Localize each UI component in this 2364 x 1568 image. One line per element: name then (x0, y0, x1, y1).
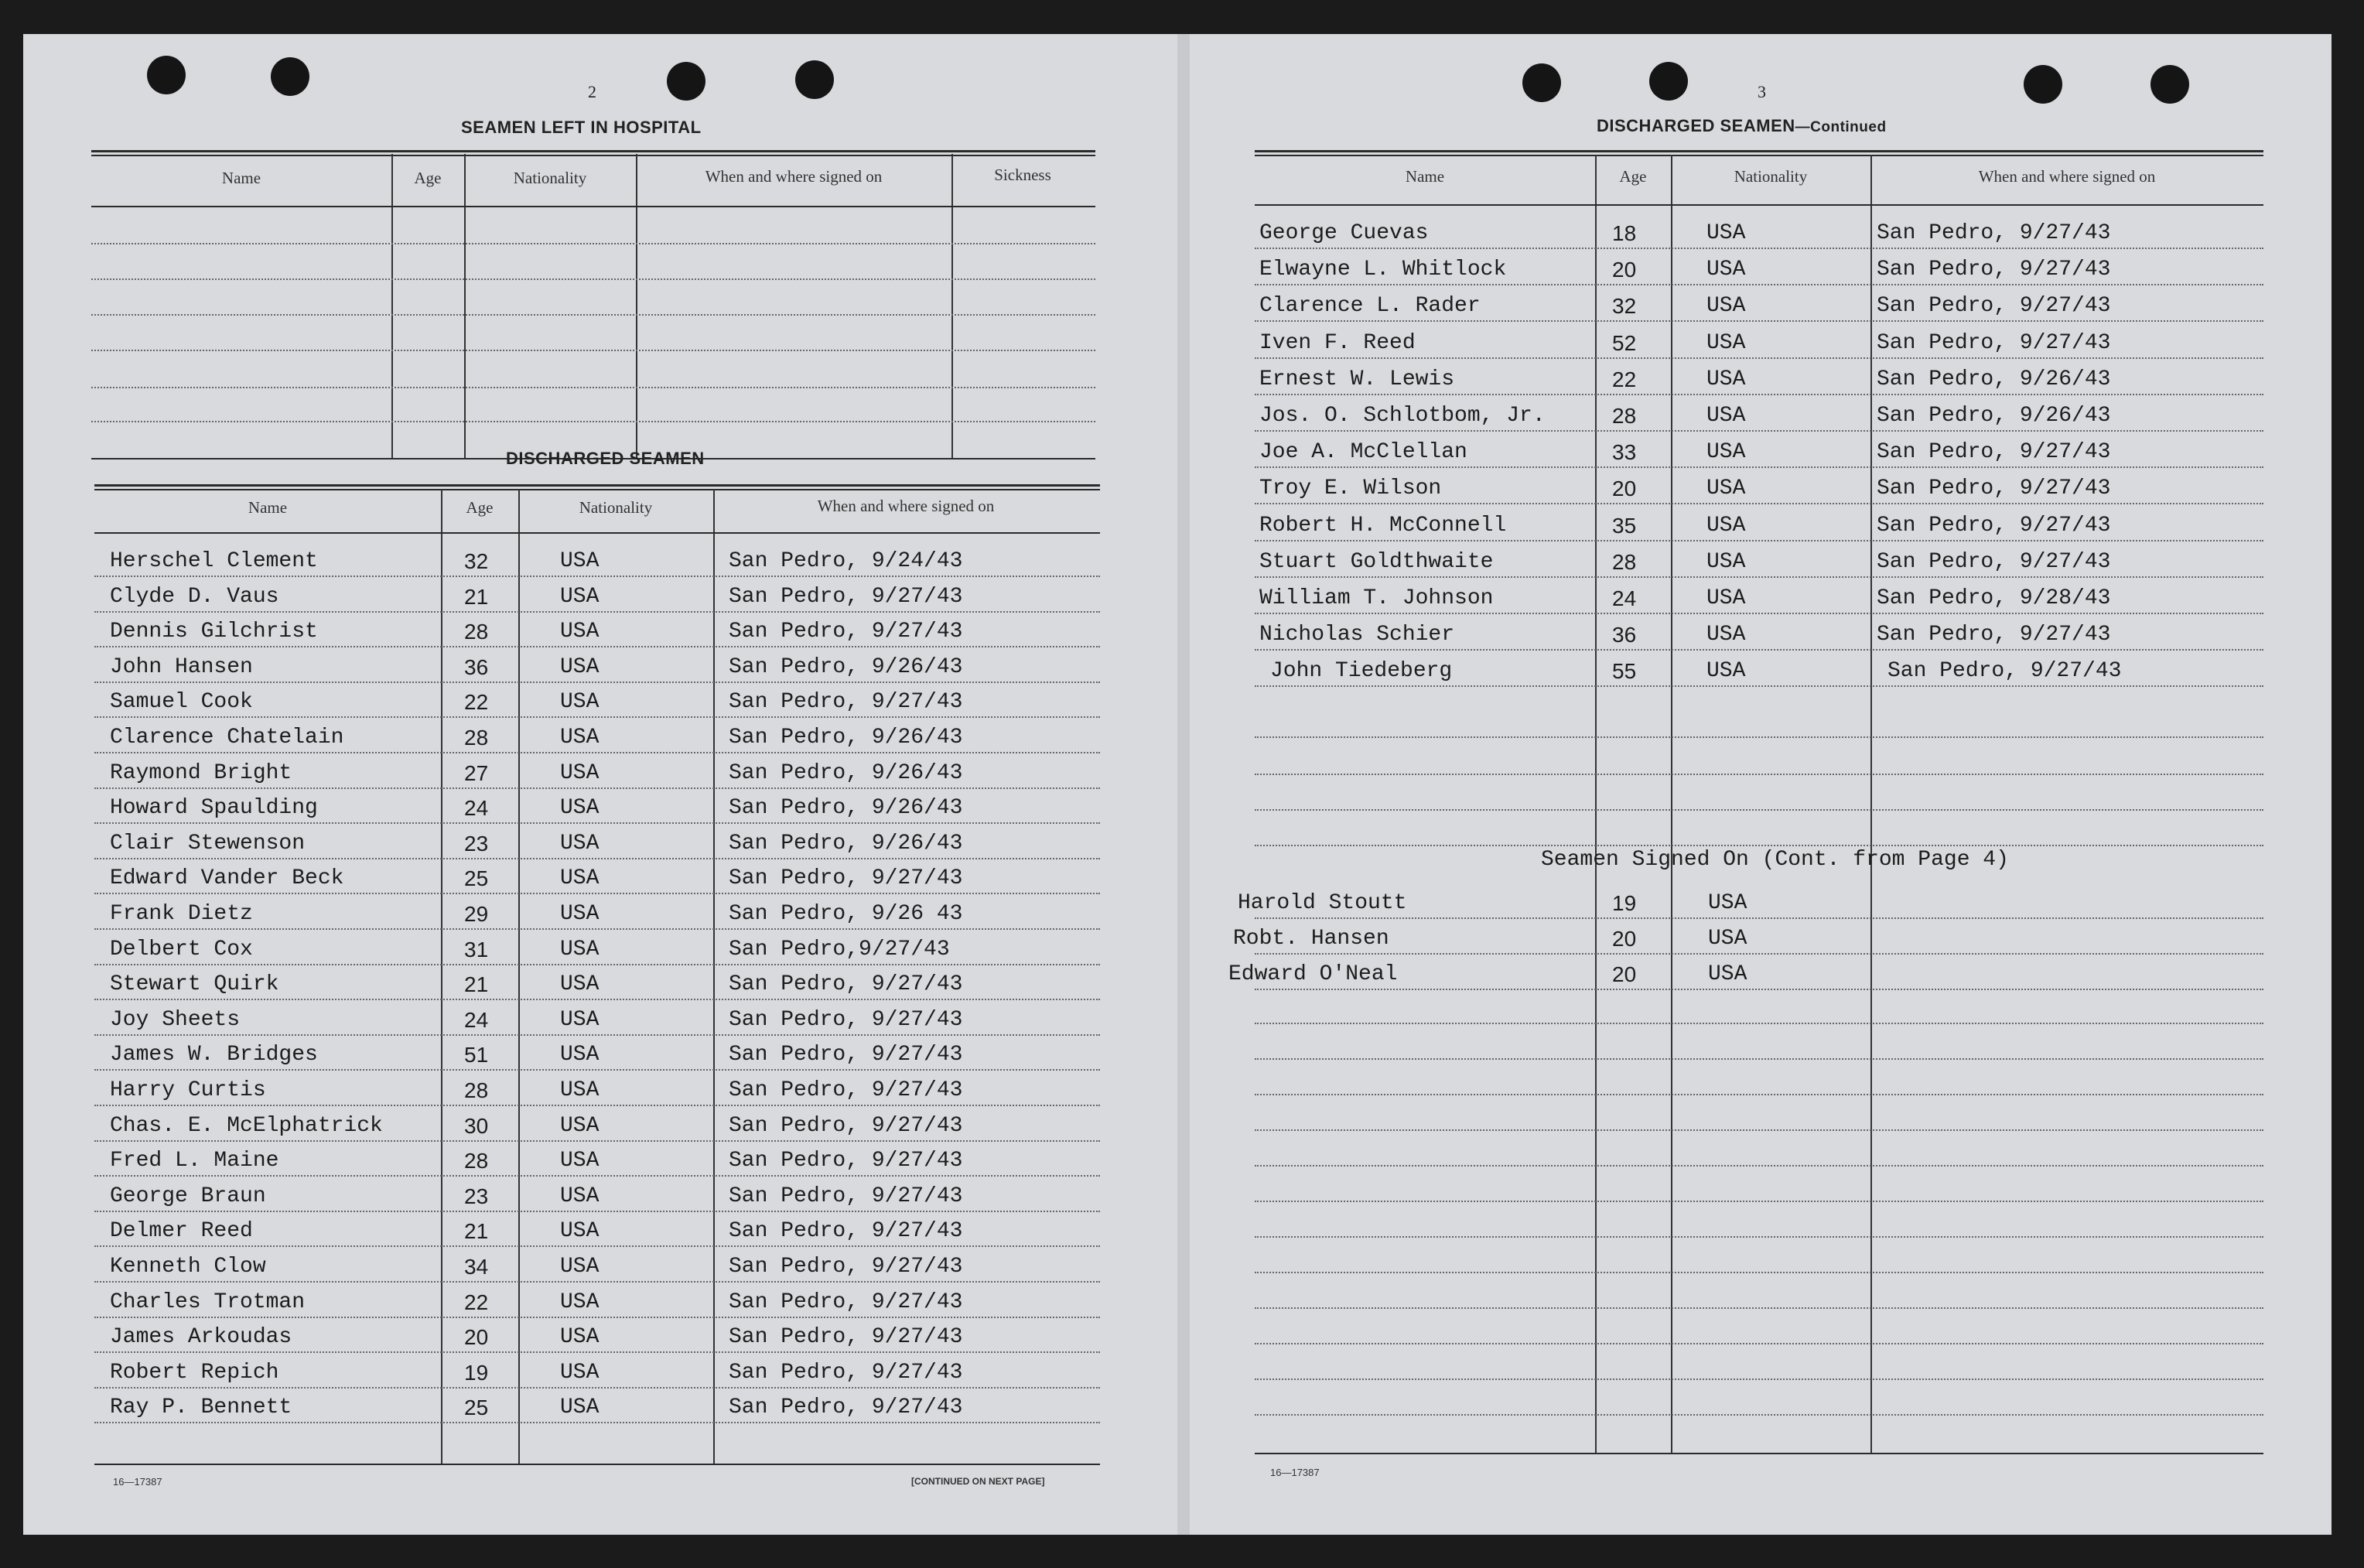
row-line (1255, 1414, 2263, 1416)
seaman-nationality: USA (560, 1043, 600, 1067)
seaman-nationality: USA (560, 655, 600, 679)
seaman-nationality: USA (1706, 294, 1746, 318)
seaman-name: Troy E. Wilson (1259, 477, 1442, 500)
seaman-nationality: USA (560, 1114, 600, 1138)
seaman-nationality: USA (1706, 367, 1746, 391)
seaman-age: 19 (464, 1361, 489, 1385)
column-header-signed-on: When and where signed on (705, 167, 883, 186)
row-line (94, 1422, 1100, 1423)
seaman-nationality: USA (560, 585, 600, 609)
seaman-nationality: USA (560, 902, 600, 926)
seaman-name: Dennis Gilchrist (110, 620, 318, 644)
row-line (94, 928, 1100, 930)
seaman-signed-on: San Pedro, 9/27/43 (729, 1149, 963, 1173)
seaman-signed-on: San Pedro, 9/26/43 (729, 655, 963, 679)
seaman-age: 23 (464, 832, 489, 856)
signed-on-age: 19 (1612, 891, 1637, 915)
seaman-signed-on: San Pedro, 9/24/43 (729, 549, 963, 573)
seaman-name: Ernest W. Lewis (1259, 367, 1455, 391)
column-header-nationality: Nationality (1734, 167, 1808, 186)
seaman-nationality: USA (1706, 550, 1746, 574)
seaman-signed-on: San Pedro, 9/27/43 (1877, 550, 2111, 574)
row-line (1255, 809, 2263, 811)
row-line (1255, 1343, 2263, 1344)
seaman-nationality: USA (560, 1255, 600, 1279)
row-line (1255, 1023, 2263, 1024)
row-line (1255, 1094, 2263, 1095)
column-header-sickness: Sickness (994, 166, 1051, 184)
seaman-signed-on: San Pedro, 9/26/43 (729, 761, 963, 785)
row-line (1255, 394, 2263, 395)
row-line (1255, 430, 2263, 432)
column-header-age: Age (414, 169, 442, 187)
seaman-nationality: USA (560, 1290, 600, 1314)
seaman-age: 20 (1612, 477, 1637, 500)
seaman-name: George Cuevas (1259, 221, 1429, 245)
seaman-age: 36 (1612, 623, 1637, 647)
left-page (23, 34, 1177, 1535)
seaman-name: Robert H. McConnell (1259, 514, 1507, 538)
row-line (1255, 989, 2263, 990)
row-line (94, 1281, 1100, 1283)
row-line (94, 1069, 1100, 1071)
row-line (1255, 1378, 2263, 1380)
seaman-nationality: USA (560, 620, 600, 644)
seaman-signed-on: San Pedro, 9/27/43 (729, 1008, 963, 1032)
seaman-age: 22 (1612, 367, 1637, 391)
seaman-signed-on: San Pedro, 9/27/43 (1877, 331, 2111, 355)
seaman-age: 28 (1612, 404, 1637, 428)
seaman-name: Elwayne L. Whitlock (1259, 258, 1507, 282)
seaman-name: Raymond Bright (110, 761, 292, 785)
row-line (1255, 649, 2263, 651)
seaman-nationality: USA (560, 690, 600, 714)
row-line (1255, 613, 2263, 614)
row-line (94, 1140, 1100, 1142)
signed-on-age: 20 (1612, 927, 1637, 951)
row-line (1255, 845, 2263, 846)
seaman-signed-on: San Pedro, 9/27/43 (729, 1290, 963, 1314)
signed-on-age: 20 (1612, 962, 1637, 986)
seaman-age: 21 (464, 972, 489, 996)
punch-hole (2024, 65, 2062, 104)
column-header-signed-on: When and where signed on (1978, 167, 2156, 186)
seaman-nationality: USA (560, 1325, 600, 1349)
punch-hole (1649, 62, 1688, 101)
seaman-nationality: USA (560, 761, 600, 785)
row-line (94, 1175, 1100, 1177)
row-line (1255, 736, 2263, 738)
signed-on-name: Harold Stoutt (1238, 891, 1407, 915)
seaman-name: Clyde D. Vaus (110, 585, 279, 609)
punch-hole (1522, 63, 1561, 102)
row-line (1255, 1129, 2263, 1131)
seaman-nationality: USA (560, 1149, 600, 1173)
seaman-nationality: USA (560, 796, 600, 820)
seaman-age: 34 (464, 1255, 489, 1279)
seaman-name: Joe A. McClellan (1259, 440, 1467, 464)
seaman-age: 27 (464, 761, 489, 785)
seaman-age: 55 (1612, 659, 1637, 683)
seaman-name: John Tiedeberg (1270, 659, 1453, 683)
row-line (94, 787, 1100, 789)
signed-on-heading: Seamen Signed On (Cont. from Page 4) (1541, 848, 2009, 872)
seaman-name: William T. Johnson (1259, 586, 1494, 610)
seaman-signed-on: San Pedro, 9/26/43 (729, 832, 963, 856)
seaman-signed-on: San Pedro, 9/27/43 (729, 1255, 963, 1279)
row-line (94, 999, 1100, 1000)
signed-on-nationality: USA (1708, 962, 1747, 986)
seaman-signed-on: San Pedro, 9/27/43 (729, 1219, 963, 1243)
seaman-nationality: USA (1706, 659, 1746, 683)
row-line (1255, 1165, 2263, 1167)
row-line (94, 858, 1100, 859)
row-line (1255, 357, 2263, 359)
row-line (94, 964, 1100, 965)
seaman-name: Robert Repich (110, 1361, 279, 1385)
seaman-age: 29 (464, 902, 489, 926)
seaman-nationality: USA (1706, 514, 1746, 538)
seaman-nationality: USA (560, 866, 600, 890)
seaman-age: 28 (464, 1078, 489, 1102)
column-header-nationality: Nationality (579, 498, 653, 517)
seaman-age: 24 (464, 1008, 489, 1032)
seaman-signed-on: San Pedro, 9/27/43 (729, 972, 963, 996)
seaman-signed-on: San Pedro, 9/27/43 (729, 1114, 963, 1138)
seaman-age: 31 (464, 938, 489, 962)
row-line (94, 1387, 1100, 1389)
seaman-name: Howard Spaulding (110, 796, 318, 820)
form-number: 16—17387 (113, 1476, 162, 1488)
row-line (1255, 953, 2263, 955)
seaman-age: 22 (464, 1290, 489, 1314)
seaman-name: Delmer Reed (110, 1219, 253, 1243)
seaman-name: Herschel Clement (110, 549, 318, 573)
column-header-nationality: Nationality (513, 169, 587, 187)
seaman-signed-on: San Pedro, 9/26/43 (729, 796, 963, 820)
seaman-signed-on: San Pedro, 9/27/43 (729, 866, 963, 890)
row-line (94, 822, 1100, 824)
seaman-signed-on: San Pedro, 9/26/43 (1877, 367, 2111, 391)
signed-on-nationality: USA (1708, 927, 1747, 951)
seaman-nationality: USA (560, 938, 600, 962)
page-number: 2 (588, 82, 596, 101)
row-line (94, 893, 1100, 894)
row-line (94, 576, 1100, 577)
row-line (1255, 1272, 2263, 1273)
seaman-age: 21 (464, 585, 489, 609)
seaman-age: 32 (464, 549, 489, 573)
signed-on-name: Robt. Hansen (1233, 927, 1389, 951)
title-main: DISCHARGED SEAMEN (1597, 116, 1795, 135)
row-line (1255, 540, 2263, 541)
seaman-signed-on: San Pedro, 9/27/43 (1877, 221, 2111, 245)
seaman-nationality: USA (1706, 586, 1746, 610)
column-header-name: Name (1405, 167, 1445, 186)
signed-on-name: Edward O'Neal (1228, 962, 1398, 986)
title-continued: —Continued (1795, 119, 1887, 135)
seaman-signed-on: San Pedro, 9/27/43 (729, 1043, 963, 1067)
row-line (94, 1105, 1100, 1106)
seaman-age: 28 (464, 620, 489, 644)
row-line (94, 716, 1100, 718)
seaman-name: Harry Curtis (110, 1078, 266, 1102)
seaman-name: Clarence Chatelain (110, 726, 344, 750)
seaman-nationality: USA (1706, 258, 1746, 282)
seaman-nationality: USA (560, 1219, 600, 1243)
seaman-age: 30 (464, 1114, 489, 1138)
seaman-nationality: USA (560, 726, 600, 750)
row-line (1255, 685, 2263, 687)
seaman-age: 21 (464, 1219, 489, 1243)
row-line (1255, 774, 2263, 775)
seaman-name: Stewart Quirk (110, 972, 279, 996)
seaman-age: 23 (464, 1184, 489, 1208)
seaman-age: 28 (464, 1149, 489, 1173)
seaman-name: Fred L. Maine (110, 1149, 279, 1173)
seaman-nationality: USA (560, 1395, 600, 1419)
seaman-nationality: USA (1706, 221, 1746, 245)
seaman-name: Frank Dietz (110, 902, 253, 926)
seaman-signed-on: San Pedro, 9/27/43 (729, 1184, 963, 1208)
discharged-section-title: DISCHARGED SEAMEN (506, 449, 705, 468)
row-line (1255, 284, 2263, 285)
seaman-nationality: USA (560, 1184, 600, 1208)
row-line (1255, 917, 2263, 919)
row-line (1255, 1201, 2263, 1202)
seaman-name: Jos. O. Schlotbom, Jr. (1259, 404, 1546, 428)
row-line (94, 1351, 1100, 1353)
seaman-age: 20 (1612, 258, 1637, 282)
seaman-name: Ray P. Bennett (110, 1395, 292, 1419)
seaman-age: 25 (464, 1395, 489, 1419)
seaman-age: 22 (464, 690, 489, 714)
seaman-signed-on: San Pedro, 9/27/43 (1877, 294, 2111, 318)
seaman-nationality: USA (1706, 440, 1746, 464)
seaman-name: Delbert Cox (110, 938, 253, 962)
seaman-age: 35 (1612, 514, 1637, 538)
seaman-name: Joy Sheets (110, 1008, 241, 1032)
seaman-age: 24 (464, 796, 489, 820)
column-header-signed-on: When and where signed on (817, 497, 995, 515)
seaman-signed-on: San Pedro, 9/27/43 (1877, 477, 2111, 500)
seaman-nationality: USA (1706, 623, 1746, 647)
discharged-continued-title (1597, 116, 1887, 136)
seaman-nationality: USA (560, 1078, 600, 1102)
row-line (1255, 466, 2263, 468)
seaman-name: James Arkoudas (110, 1325, 292, 1349)
right-page (1190, 34, 2332, 1535)
punch-hole (2150, 65, 2189, 104)
column-header-age: Age (466, 498, 494, 517)
punch-hole (795, 60, 834, 99)
seaman-signed-on: San Pedro, 9/27/43 (729, 1325, 963, 1349)
seaman-name: John Hansen (110, 655, 253, 679)
page-number: 3 (1758, 82, 1766, 101)
seaman-nationality: USA (560, 972, 600, 996)
seaman-signed-on: San Pedro, 9/27/43 (729, 620, 963, 644)
seaman-signed-on: San Pedro,9/27/43 (729, 938, 950, 962)
seaman-nationality: USA (1706, 331, 1746, 355)
seaman-signed-on: San Pedro, 9/27/43 (1887, 659, 2122, 683)
seaman-nationality: USA (560, 832, 600, 856)
seaman-signed-on: San Pedro, 9/27/43 (729, 585, 963, 609)
seaman-signed-on: San Pedro, 9/27/43 (729, 690, 963, 714)
row-line (94, 1317, 1100, 1318)
row-line (1255, 1307, 2263, 1309)
row-line (94, 1211, 1100, 1212)
seaman-name: Stuart Goldthwaite (1259, 550, 1494, 574)
seaman-age: 33 (1612, 440, 1637, 464)
seaman-signed-on: San Pedro, 9/26 43 (729, 902, 963, 926)
seaman-signed-on: San Pedro, 9/27/43 (729, 1078, 963, 1102)
seaman-name: James W. Bridges (110, 1043, 318, 1067)
seaman-signed-on: San Pedro, 9/26/43 (1877, 404, 2111, 428)
seaman-age: 20 (464, 1325, 489, 1349)
seaman-signed-on: San Pedro, 9/27/43 (1877, 623, 2111, 647)
row-line (94, 611, 1100, 613)
seaman-signed-on: San Pedro, 9/27/43 (1877, 514, 2111, 538)
seaman-name: Clair Stewenson (110, 832, 306, 856)
seaman-age: 28 (464, 726, 489, 750)
row-line (1255, 503, 2263, 504)
row-line (94, 1245, 1100, 1247)
seaman-name: Clarence L. Rader (1259, 294, 1481, 318)
row-line (1255, 1236, 2263, 1238)
seaman-name: Nicholas Schier (1259, 623, 1455, 647)
seaman-name: George Braun (110, 1184, 266, 1208)
row-line (1255, 320, 2263, 322)
page-spine (1177, 34, 1190, 1535)
seaman-nationality: USA (1706, 477, 1746, 500)
seaman-signed-on: San Pedro, 9/27/43 (1877, 440, 2111, 464)
row-line (1255, 1058, 2263, 1060)
seaman-name: Kenneth Clow (110, 1255, 266, 1279)
column-header-name: Name (248, 498, 288, 517)
row-line (94, 682, 1100, 683)
seaman-age: 28 (1612, 550, 1637, 574)
continued-footnote: [CONTINUED ON NEXT PAGE] (911, 1476, 1045, 1487)
seaman-age: 36 (464, 655, 489, 679)
seaman-age: 32 (1612, 294, 1637, 318)
seaman-nationality: USA (560, 1361, 600, 1385)
seaman-age: 52 (1612, 331, 1637, 355)
seaman-signed-on: San Pedro, 9/27/43 (729, 1395, 963, 1419)
row-line (94, 752, 1100, 753)
seaman-name: Iven F. Reed (1259, 331, 1416, 355)
seaman-signed-on: San Pedro, 9/28/43 (1877, 586, 2111, 610)
seaman-nationality: USA (560, 1008, 600, 1032)
seaman-name: Samuel Cook (110, 690, 253, 714)
signed-on-nationality: USA (1708, 891, 1747, 915)
seaman-name: Charles Trotman (110, 1290, 306, 1314)
row-line (94, 1034, 1100, 1036)
form-number: 16—17387 (1270, 1467, 1320, 1478)
column-header-age: Age (1619, 167, 1647, 186)
seaman-signed-on: San Pedro, 9/27/43 (729, 1361, 963, 1385)
seaman-name: Edward Vander Beck (110, 866, 344, 890)
seaman-name: Chas. E. McElphatrick (110, 1114, 383, 1138)
row-line (94, 646, 1100, 647)
seaman-nationality: USA (560, 549, 600, 573)
seaman-age: 18 (1612, 221, 1637, 245)
punch-hole (271, 57, 309, 96)
seaman-age: 25 (464, 866, 489, 890)
row-line (1255, 576, 2263, 578)
row-line (1255, 248, 2263, 249)
seaman-age: 51 (464, 1043, 489, 1067)
seaman-signed-on: San Pedro, 9/26/43 (729, 726, 963, 750)
seaman-age: 24 (1612, 586, 1637, 610)
column-header-name: Name (221, 169, 261, 187)
punch-hole (147, 56, 186, 94)
punch-hole (667, 62, 705, 101)
hospital-section-title: SEAMEN LEFT IN HOSPITAL (461, 118, 702, 137)
seaman-nationality: USA (1706, 404, 1746, 428)
seaman-signed-on: San Pedro, 9/27/43 (1877, 258, 2111, 282)
